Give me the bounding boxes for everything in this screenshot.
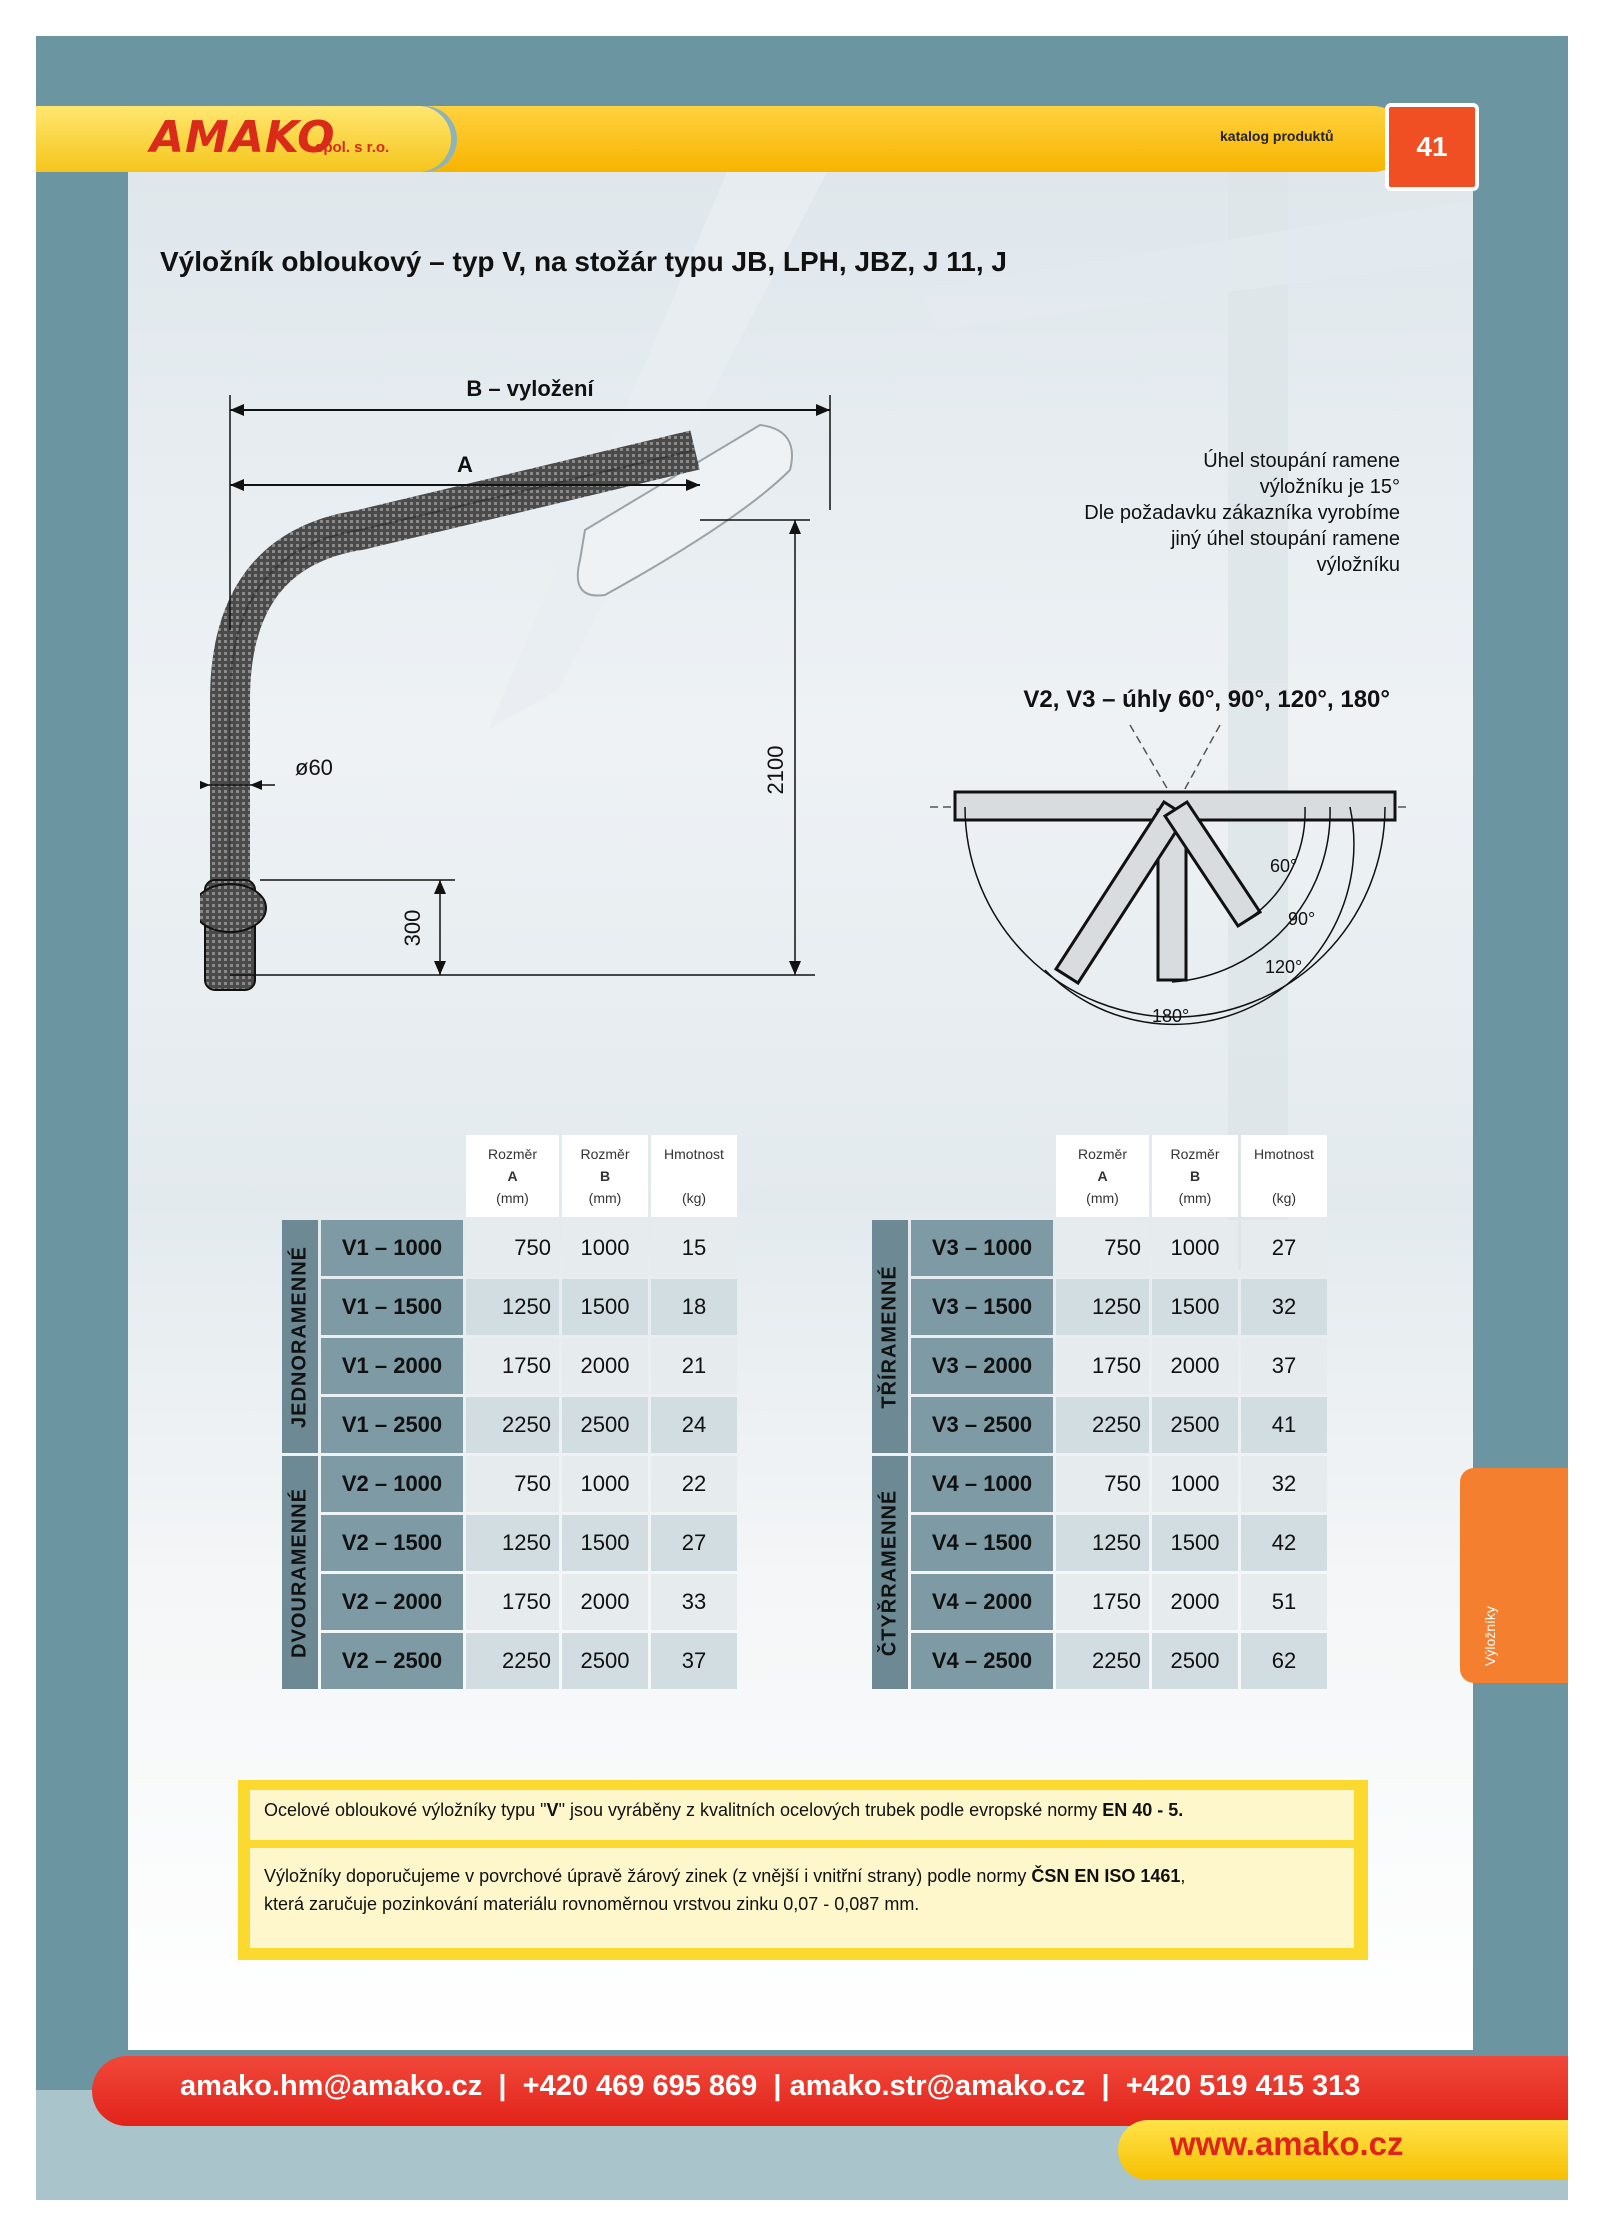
model-name: V3 – 2000 <box>911 1338 1053 1394</box>
col-header-weight: Hmotnost (kg) <box>1241 1135 1327 1217</box>
model-name: V2 – 2500 <box>321 1633 463 1689</box>
table-row <box>872 1397 1327 1453</box>
table-row <box>872 1574 1327 1630</box>
spec-table-right <box>869 1132 1330 1692</box>
dim-a: 750 <box>466 1220 559 1276</box>
col-header-a: Rozměr A (mm) <box>466 1135 559 1217</box>
weight: 62 <box>1241 1633 1327 1689</box>
group-label: ČTYŘRAMENNÉ <box>872 1456 908 1689</box>
model-name: V4 – 1000 <box>911 1456 1053 1512</box>
model-name: V3 – 2500 <box>911 1397 1053 1453</box>
company-logo: AMAKO <box>150 112 336 163</box>
spec-table-left <box>279 1132 740 1692</box>
dim-b: 1000 <box>1152 1456 1238 1512</box>
dim-a: 1750 <box>466 1338 559 1394</box>
angle-note <box>990 448 1400 578</box>
angle-label-120: 120° <box>1265 957 1303 977</box>
model-name: V2 – 2000 <box>321 1574 463 1630</box>
note-line: výložníku <box>1316 554 1400 576</box>
dim-b: 2500 <box>562 1397 648 1453</box>
col-header-a: Rozměr A (mm) <box>1056 1135 1149 1217</box>
model-name: V4 – 2000 <box>911 1574 1053 1630</box>
dim-a: 1250 <box>1056 1279 1149 1335</box>
table-row <box>872 1279 1327 1335</box>
group-label: JEDNORAMENNÉ <box>282 1220 318 1453</box>
note-line: jiný úhel stoupání ramene <box>1170 528 1400 550</box>
dim-b: 1500 <box>562 1279 648 1335</box>
weight: 37 <box>1241 1338 1327 1394</box>
table-row <box>872 1633 1327 1689</box>
col-header-weight: Hmotnost (kg) <box>651 1135 737 1217</box>
dim-a: 1750 <box>1056 1338 1149 1394</box>
dimension-a-label: A <box>457 452 473 477</box>
weight: 27 <box>1241 1220 1327 1276</box>
page-title: Výložník obloukový – typ V, na stožár typu JB, LPH, JBZ, J 11, J <box>160 246 1007 277</box>
page-number: 41 <box>1385 103 1479 191</box>
note-line: Dle požadavku zákazníka vyrobíme <box>1084 502 1400 524</box>
model-name: V1 – 2500 <box>321 1397 463 1453</box>
dim-b: 2500 <box>1152 1633 1238 1689</box>
table-row <box>282 1279 737 1335</box>
angle-label-90: 90° <box>1288 909 1316 929</box>
angle-label-180: 180° <box>1152 1006 1190 1026</box>
weight: 24 <box>651 1397 737 1453</box>
dim-a: 750 <box>1056 1220 1149 1276</box>
weight: 32 <box>1241 1456 1327 1512</box>
weight: 42 <box>1241 1515 1327 1571</box>
model-name: V3 – 1000 <box>911 1220 1053 1276</box>
dim-b: 1500 <box>1152 1515 1238 1571</box>
section-tab-label: Výložníky <box>1482 1606 1498 1666</box>
dim-a: 1750 <box>466 1574 559 1630</box>
info-box <box>238 1780 1368 1960</box>
website-link[interactable]: www.amako.cz <box>1170 2125 1404 2162</box>
dim-a: 2250 <box>466 1633 559 1689</box>
weight: 18 <box>651 1279 737 1335</box>
dim-a: 2250 <box>1056 1633 1149 1689</box>
weight: 21 <box>651 1338 737 1394</box>
table-row <box>872 1220 1327 1276</box>
model-name: V1 – 1500 <box>321 1279 463 1335</box>
dim-b: 1000 <box>1152 1220 1238 1276</box>
dim-b: 2000 <box>1152 1574 1238 1630</box>
angles-title: V2, V3 – úhly 60°, 90°, 120°, 180° <box>1023 686 1390 713</box>
base-height-label: 300 <box>400 909 425 947</box>
dim-a: 1750 <box>1056 1574 1149 1630</box>
weight: 22 <box>651 1456 737 1512</box>
dim-a: 2250 <box>466 1397 559 1453</box>
table-row <box>282 1456 737 1512</box>
dim-b: 1500 <box>562 1515 648 1571</box>
dim-a: 750 <box>1056 1456 1149 1512</box>
group-label: TŘÍRAMENNÉ <box>872 1220 908 1453</box>
weight: 33 <box>651 1574 737 1630</box>
contact-text[interactable]: amako.hm@amako.cz | +420 469 695 869 | amako.str@amako.cz | +420 519 415 313 <box>180 2070 1361 2102</box>
model-name: V1 – 2000 <box>321 1338 463 1394</box>
diameter-label: ø60 <box>295 755 333 780</box>
section-tab <box>1460 1468 1568 1683</box>
table-row <box>282 1338 737 1394</box>
dim-b: 2000 <box>1152 1338 1238 1394</box>
dim-a: 1250 <box>1056 1515 1149 1571</box>
table-row <box>282 1574 737 1630</box>
model-name: V4 – 1500 <box>911 1515 1053 1571</box>
height-label: 2100 <box>763 745 788 795</box>
col-header-b: Rozměr B (mm) <box>562 1135 648 1217</box>
dim-a: 2250 <box>1056 1397 1149 1453</box>
table-row <box>282 1220 737 1276</box>
dim-b: 2500 <box>562 1633 648 1689</box>
table-row <box>872 1515 1327 1571</box>
model-name: V4 – 2500 <box>911 1633 1053 1689</box>
dimension-b-label: B – vyložení <box>466 376 594 401</box>
weight: 15 <box>651 1220 737 1276</box>
weight: 32 <box>1241 1279 1327 1335</box>
group-label: DVOURAMENNÉ <box>282 1456 318 1689</box>
table-row <box>872 1338 1327 1394</box>
col-header-b: Rozměr B (mm) <box>1152 1135 1238 1217</box>
angle-label-60: 60° <box>1270 856 1298 876</box>
note-line: výložníku je 15° <box>1259 476 1400 498</box>
weight: 27 <box>651 1515 737 1571</box>
info-line-1: Ocelové obloukové výložníky typu "V" jsou vyráběny z kvalitních ocelových trubek podle evropské normy EN 40 - 5. <box>264 1800 1184 1820</box>
dim-b: 1000 <box>562 1220 648 1276</box>
model-name: V1 – 1000 <box>321 1220 463 1276</box>
company-logo-suffix: spol. s r.o. <box>315 139 390 156</box>
dim-b: 2000 <box>562 1574 648 1630</box>
model-name: V3 – 1500 <box>911 1279 1053 1335</box>
dim-a: 1250 <box>466 1279 559 1335</box>
table-row <box>282 1397 737 1453</box>
weight: 37 <box>651 1633 737 1689</box>
info-line-2: Výložníky doporučujeme v povrchové úpravě žárový zinek (z vnější i vnitřní strany) podle normy ČSN EN ISO 1461, která zaručuje pozinkování materiálu rovnoměrnou vrstvou zinku 0,07 - 0,087 mm. <box>264 1866 1186 1914</box>
model-name: V2 – 1000 <box>321 1456 463 1512</box>
dim-b: 2500 <box>1152 1397 1238 1453</box>
dim-a: 750 <box>466 1456 559 1512</box>
dim-a: 1250 <box>466 1515 559 1571</box>
table-row <box>282 1633 737 1689</box>
dim-b: 1500 <box>1152 1279 1238 1335</box>
table-row <box>872 1456 1327 1512</box>
note-line: Úhel stoupání ramene <box>1203 450 1400 472</box>
weight: 51 <box>1241 1574 1327 1630</box>
model-name: V2 – 1500 <box>321 1515 463 1571</box>
weight: 41 <box>1241 1397 1327 1453</box>
arm-drawing <box>200 370 840 1000</box>
catalog-label: katalog produktů <box>1220 128 1334 144</box>
table-row <box>282 1515 737 1571</box>
dim-b: 2000 <box>562 1338 648 1394</box>
dim-b: 1000 <box>562 1456 648 1512</box>
angles-diagram <box>930 720 1410 1030</box>
